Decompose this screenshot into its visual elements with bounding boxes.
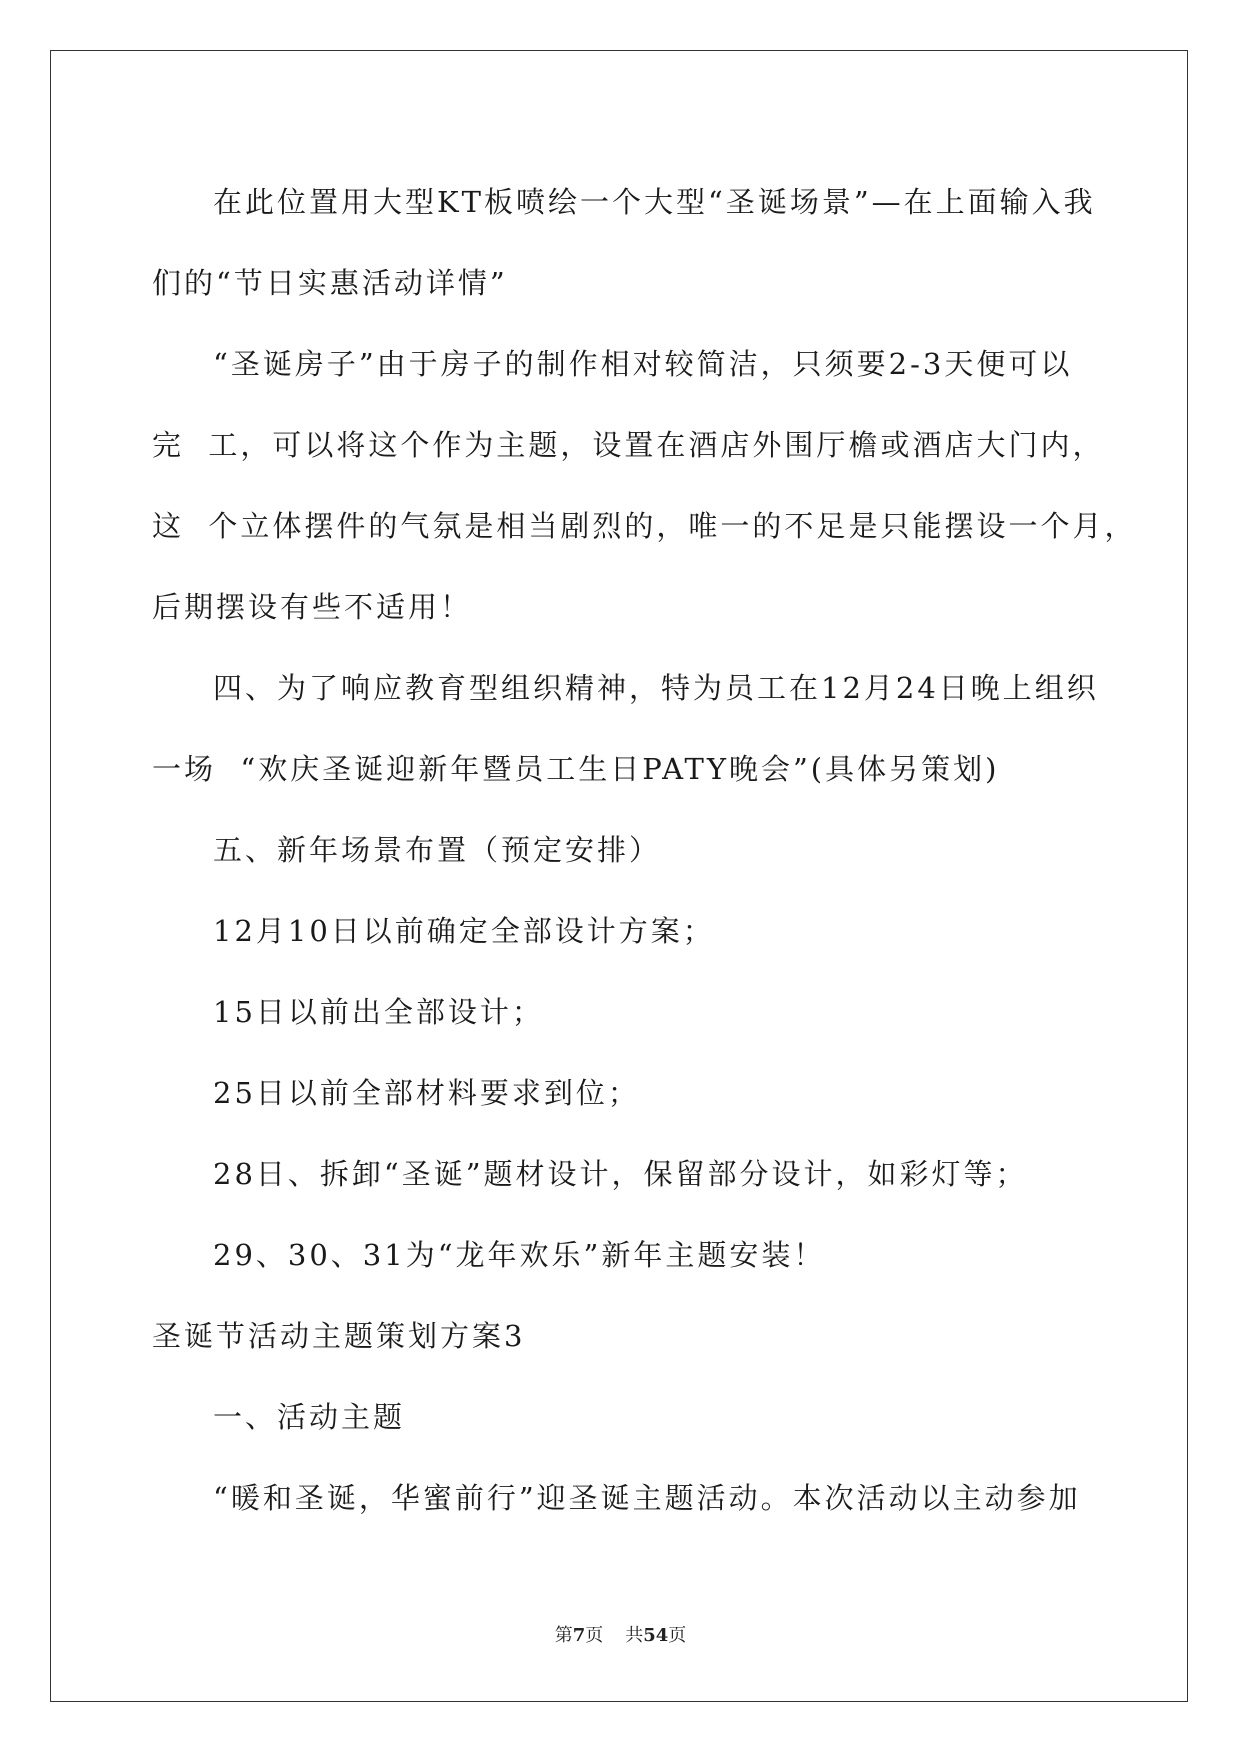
paragraph-line: 这 个立体摆件的气氛是相当剧烈的，唯一的不足是只能摆设一个月，: [152, 509, 1137, 543]
document-section-title: 圣诞节活动主题策划方案3: [152, 1319, 526, 1353]
paragraph-line: 四、为了响应教育型组织精神，特为员工在12月24日晚上组织: [213, 671, 1099, 705]
paragraph-line: 28日、拆卸“圣诞”题材设计，保留部分设计，如彩灯等；: [213, 1157, 1028, 1191]
paragraph-line: “圣诞房子”由于房子的制作相对较简洁，只须要2-3天便可以: [213, 347, 1073, 381]
paragraph-line: “暖和圣诞，华蜜前行”迎圣诞主题活动。本次活动以主动参加: [213, 1481, 1081, 1515]
page-unit: 页: [585, 1625, 604, 1646]
paragraph-line: 后期摆设有些不适用！: [152, 590, 473, 624]
paragraph-line: 12月10日以前确定全部设计方案；: [213, 914, 715, 948]
paragraph-line: 一场 “欢庆圣诞迎新年暨员工生日PATY晚会”(具体另策划): [152, 752, 1000, 786]
total-prefix: 共: [625, 1625, 644, 1646]
paragraph-line: 在此位置用大型KT板喷绘一个大型“圣诞场景”—在上面输入我: [213, 185, 1096, 219]
paragraph-line: 15日以前出全部设计；: [213, 995, 544, 1029]
paragraph-line: 29、30、31为“龙年欢乐”新年主题安装！: [213, 1238, 826, 1272]
page-prefix: 第: [554, 1625, 573, 1646]
paragraph-line: 完 工，可以将这个作为主题，设置在酒店外围厅檐或酒店大门内，: [152, 428, 1105, 462]
page-footer: [0, 1624, 1241, 1648]
document-body: [152, 162, 1137, 1539]
page-number: 7: [572, 1625, 586, 1646]
section-heading: 一、活动主题: [213, 1400, 406, 1434]
total-pages: 54: [643, 1625, 669, 1646]
section-heading: 五、新年场景布置（预定安排）: [213, 833, 662, 867]
total-unit: 页: [668, 1625, 687, 1646]
paragraph-line: 25日以前全部材料要求到位；: [213, 1076, 640, 1110]
paragraph-line: 们的“节日实惠活动详情”: [152, 266, 508, 300]
